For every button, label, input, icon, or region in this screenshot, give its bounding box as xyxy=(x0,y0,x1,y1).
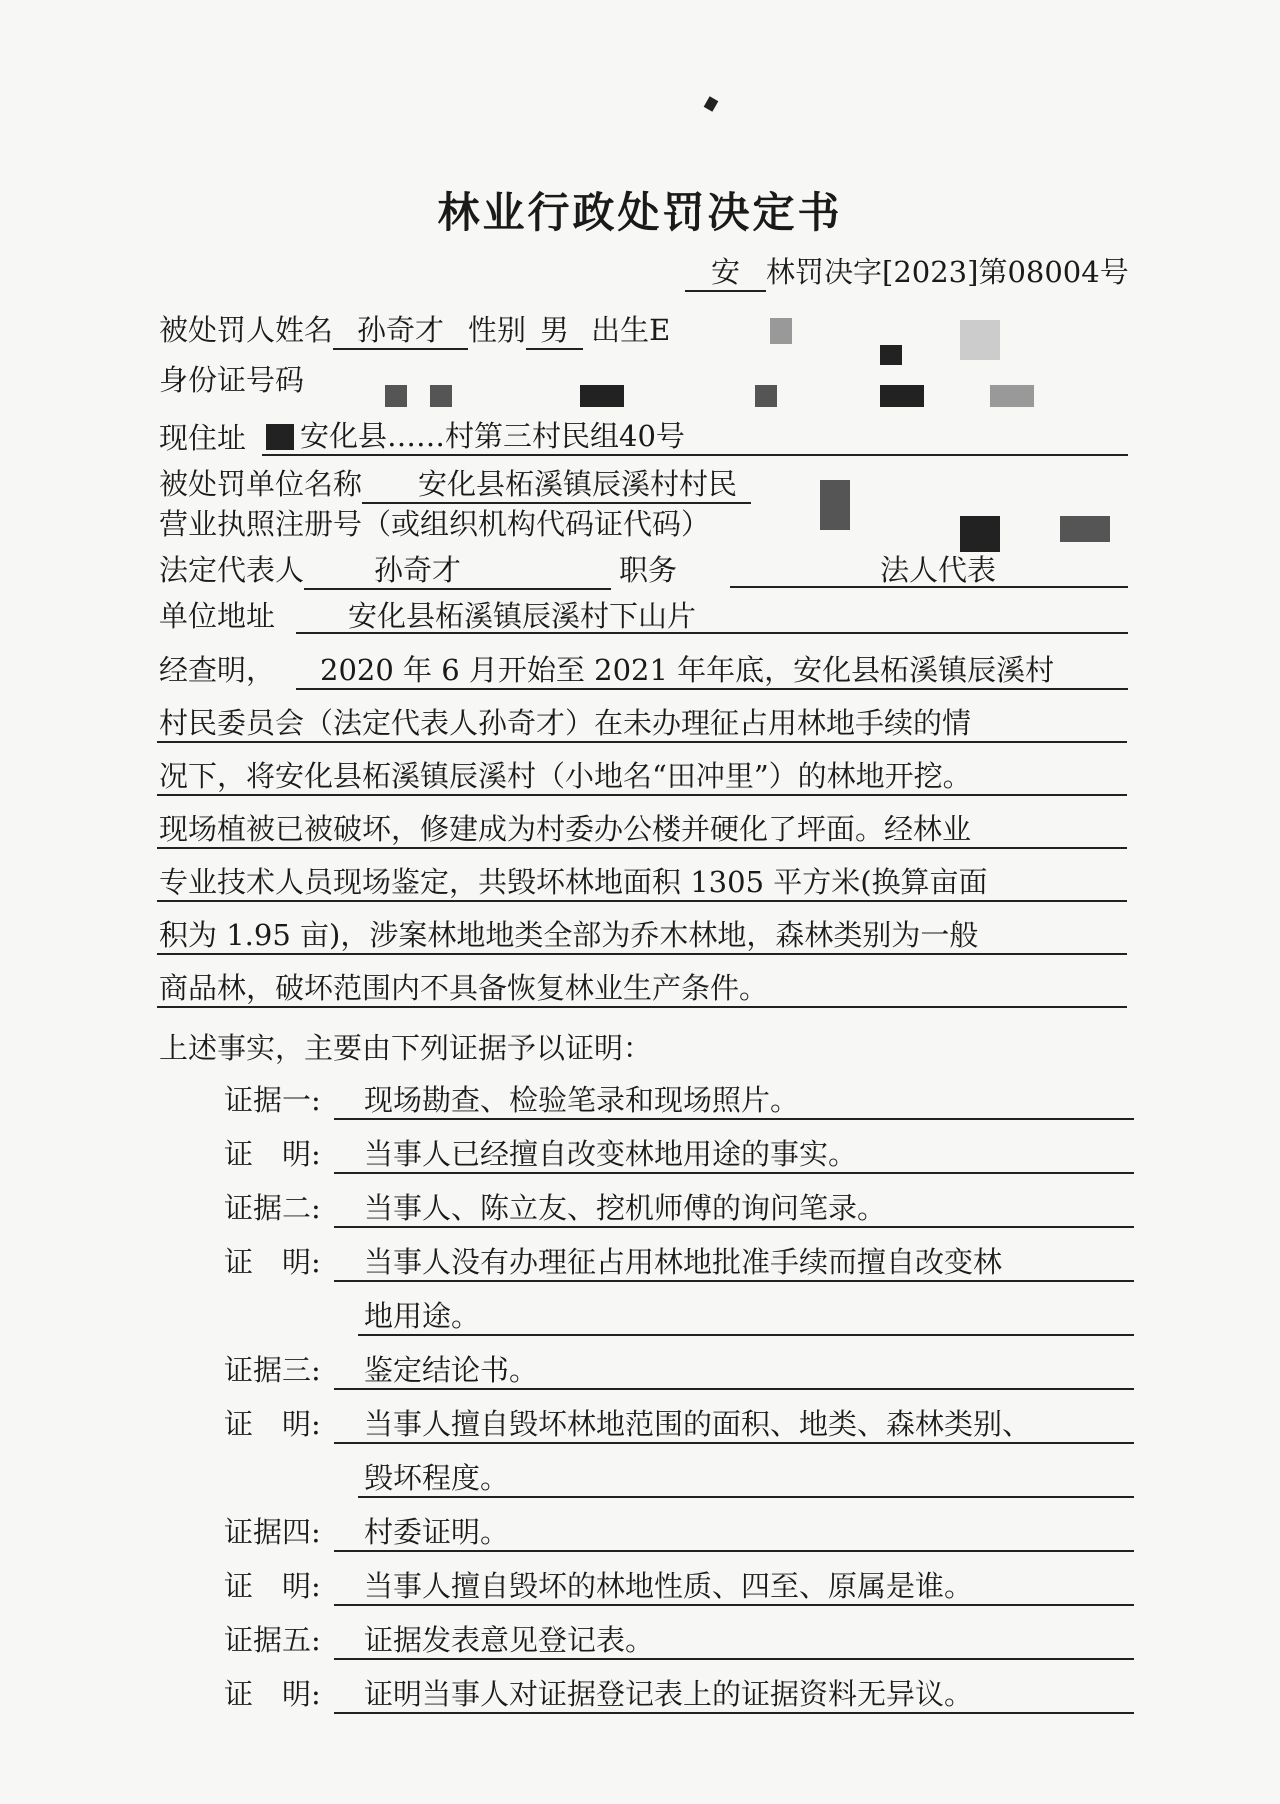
evidence-text: 证据发表意见登记表。 xyxy=(364,1623,655,1657)
address-underline xyxy=(262,454,1128,456)
unit-address-row xyxy=(159,598,275,634)
gender-value: 男 xyxy=(526,312,583,350)
case-number xyxy=(685,254,1129,292)
address-value: 安化县……村第三村民组40号 xyxy=(300,419,685,453)
evidence-text: 证明当事人对证据登记表上的证据资料无异议。 xyxy=(364,1677,974,1711)
redaction xyxy=(580,385,624,407)
case-suffix: 号 xyxy=(1099,255,1129,289)
scan-speck xyxy=(704,96,719,111)
redaction xyxy=(755,385,777,407)
evidence-label: 证据五: xyxy=(224,1623,321,1657)
redaction xyxy=(820,480,850,530)
evidence-label: 证 明: xyxy=(224,1407,321,1441)
license-row xyxy=(159,506,710,542)
evidence-text-cont: 毁坏程度。 xyxy=(364,1461,510,1495)
evidence-intro: 上述事实，主要由下列证据予以证明： xyxy=(159,1031,653,1065)
unit-address-value: 安化县柘溪镇辰溪村下山片 xyxy=(348,599,697,633)
finding-line: 2020 年 6 月开始至 2021 年年底，安化县柘溪镇辰溪村 xyxy=(320,653,1055,687)
redaction xyxy=(1060,516,1110,542)
evidence-label: 证 明: xyxy=(224,1245,321,1279)
underline xyxy=(157,900,1127,902)
underline xyxy=(157,741,1127,743)
redaction xyxy=(385,385,407,407)
redaction xyxy=(266,424,294,450)
case-mid: 林罚决字[2023]第 xyxy=(766,255,1008,289)
name-row xyxy=(159,312,670,350)
address-row xyxy=(159,420,246,456)
evidence-text: 村委证明。 xyxy=(364,1515,510,1549)
underline xyxy=(157,953,1127,955)
unit-label: 被处罚单位名称 xyxy=(159,467,363,501)
evidence-label: 证据四: xyxy=(224,1515,321,1549)
redaction xyxy=(990,385,1034,407)
underline xyxy=(358,1334,1134,1336)
underline xyxy=(334,1712,1134,1714)
finding-line: 商品林，破坏范围内不具备恢复林业生产条件。 xyxy=(159,971,769,1005)
id-row xyxy=(159,362,304,398)
evidence-label: 证据二: xyxy=(224,1191,321,1225)
finding-line: 现场植被已被破坏，修建成为村委办公楼并硬化了坪面。经林业 xyxy=(159,812,972,846)
underline xyxy=(358,1496,1134,1498)
redaction xyxy=(960,320,1000,360)
underline xyxy=(157,847,1127,849)
underline xyxy=(334,1658,1134,1660)
finding-line: 积为 1.95 亩)，涉案林地地类全部为乔木林地，森林类别为一般 xyxy=(159,918,979,952)
redaction xyxy=(880,385,924,407)
unit-value: 安化县柘溪镇辰溪村村民 xyxy=(362,466,751,504)
evidence-text-cont: 地用途。 xyxy=(364,1299,481,1333)
evidence-label: 证 明: xyxy=(224,1677,321,1711)
id-label: 身份证号码 xyxy=(159,363,305,397)
redaction xyxy=(770,318,792,344)
post-value: 法人代表 xyxy=(880,553,997,587)
unit-address-label: 单位地址 xyxy=(159,599,276,633)
underline xyxy=(157,1006,1127,1008)
evidence-text: 当事人擅自毁坏林地范围的面积、地类、森林类别、 xyxy=(364,1407,1032,1441)
evidence-label: 证 明: xyxy=(224,1569,321,1603)
gender-label: 性别 xyxy=(468,313,527,347)
case-num: 08004 xyxy=(1007,255,1100,289)
evidence-text: 鉴定结论书。 xyxy=(364,1353,539,1387)
underline xyxy=(157,794,1127,796)
evidence-text: 现场勘查、检验笔录和现场照片。 xyxy=(364,1083,800,1117)
evidence-label: 证 明: xyxy=(224,1137,321,1171)
underline xyxy=(334,1226,1134,1228)
redaction xyxy=(430,385,452,407)
document-title: 林业行政处罚决定书 xyxy=(437,188,843,237)
name-value: 孙奇才 xyxy=(333,312,468,350)
unit-row xyxy=(159,466,751,504)
underline xyxy=(334,1280,1134,1282)
underline xyxy=(334,1550,1134,1552)
underline xyxy=(334,1442,1134,1444)
underline xyxy=(334,1172,1134,1174)
birth-label: 出生E xyxy=(591,313,671,347)
license-label: 营业执照注册号（或组织机构代码证代码） xyxy=(159,507,711,541)
redaction xyxy=(880,345,902,365)
evidence-text: 当事人已经擅自改变林地用途的事实。 xyxy=(364,1137,858,1171)
evidence-label: 证据三: xyxy=(224,1353,321,1387)
underline xyxy=(334,1388,1134,1390)
address-label: 现住址 xyxy=(159,421,247,455)
name-label: 被处罚人姓名 xyxy=(159,313,334,347)
rep-label: 法定代表人 xyxy=(159,553,305,587)
redaction xyxy=(960,516,1000,552)
post-label: 职务 xyxy=(619,553,678,587)
rep-value: 孙奇才 xyxy=(304,552,611,590)
case-prefix: 安 xyxy=(685,254,766,292)
legal-rep-row xyxy=(159,552,677,590)
evidence-label: 证据一: xyxy=(224,1083,321,1117)
finding-line: 村民委员会（法定代表人孙奇才）在未办理征占用林地手续的情 xyxy=(159,706,972,740)
finding-lead: 经查明， xyxy=(159,653,276,687)
underline xyxy=(296,688,1128,690)
evidence-text: 当事人擅自毁坏的林地性质、四至、原属是谁。 xyxy=(364,1569,974,1603)
evidence-text: 当事人、陈立友、挖机师傅的询问笔录。 xyxy=(364,1191,887,1225)
finding-line: 专业技术人员现场鉴定，共毁坏林地面积 1305 平方米(换算亩面 xyxy=(159,865,988,899)
evidence-text: 当事人没有办理征占用林地批准手续而擅自改变林 xyxy=(364,1245,1003,1279)
underline xyxy=(334,1604,1134,1606)
finding-line: 况下，将安化县柘溪镇辰溪村（小地名“田冲里”）的林地开挖。 xyxy=(159,759,972,793)
underline xyxy=(334,1118,1134,1120)
